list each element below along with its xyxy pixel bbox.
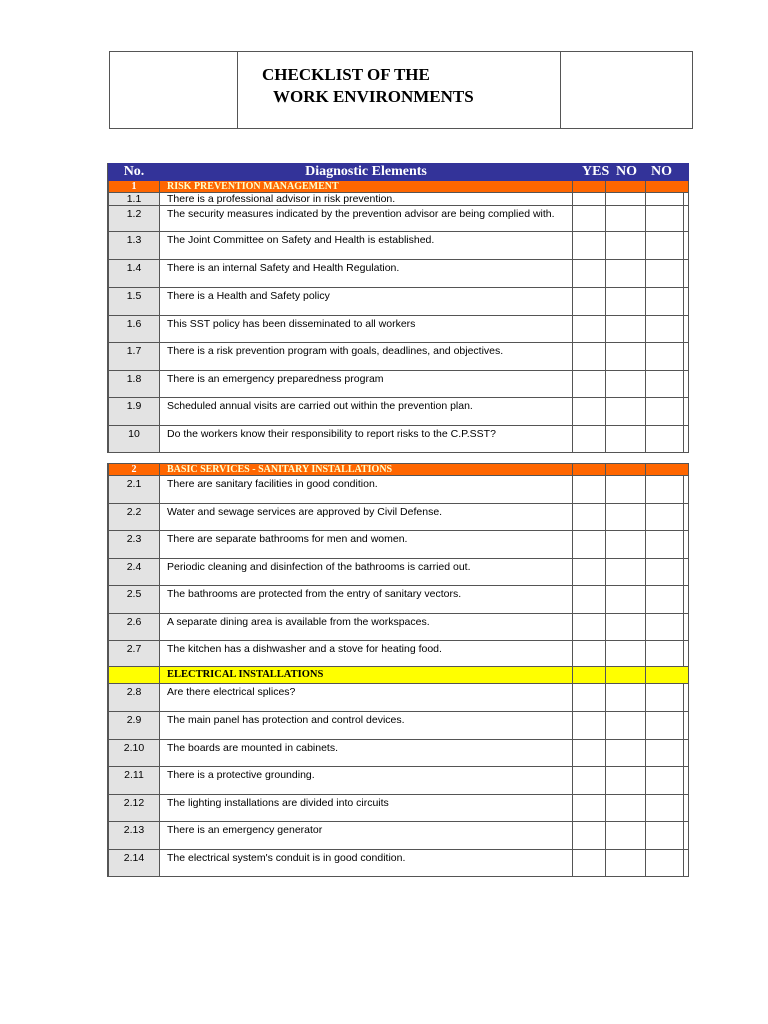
table-header-row (109, 164, 689, 181)
table-row (109, 260, 689, 288)
item-number: 1.1 (109, 193, 160, 206)
item-description: The bathrooms are protected from the entry of sanitary vectors. (160, 586, 573, 614)
header-yes: YES (573, 164, 606, 181)
header-not-applicable: NO (646, 164, 689, 181)
table-row (109, 398, 689, 426)
not-applicable-checkbox-cell[interactable] (646, 476, 689, 504)
item-description: A separate dining area is available from the workspaces. (160, 614, 573, 641)
title-box-right-cell (561, 52, 692, 128)
no-checkbox-cell[interactable] (606, 206, 646, 232)
page-title-line1: CHECKLIST OF THE (262, 65, 430, 84)
item-number: 2.12 (109, 795, 160, 822)
not-applicable-checkbox-cell[interactable] (646, 288, 689, 316)
header-no-answer: NO (606, 164, 646, 181)
not-applicable-checkbox-cell[interactable] (646, 641, 689, 667)
not-applicable-checkbox-cell[interactable] (646, 559, 689, 586)
item-description: The boards are mounted in cabinets. (160, 740, 573, 767)
not-applicable-checkbox-cell[interactable] (646, 614, 689, 641)
no-checkbox-cell[interactable] (606, 343, 646, 371)
not-applicable-checkbox-cell[interactable] (646, 232, 689, 260)
no-checkbox-cell[interactable] (606, 316, 646, 343)
yes-checkbox-cell[interactable] (573, 371, 606, 398)
section-header-row (109, 667, 689, 684)
not-applicable-checkbox-cell[interactable] (646, 398, 689, 426)
table-row (109, 371, 689, 398)
table-row (109, 740, 689, 767)
item-number: 1.4 (109, 260, 160, 288)
no-checkbox-cell[interactable] (606, 795, 646, 822)
item-description: There are separate bathrooms for men and women. (160, 531, 573, 559)
table-row (109, 288, 689, 316)
header-no: No. (109, 164, 160, 181)
table-row (109, 531, 689, 559)
item-description: There is a protective grounding. (160, 767, 573, 795)
header-diagnostic-elements: Diagnostic Elements (160, 164, 573, 181)
not-applicable-checkbox-cell[interactable] (646, 531, 689, 559)
not-applicable-checkbox-cell[interactable] (646, 684, 689, 712)
checklist-table-section-1 (107, 163, 684, 453)
table-row (109, 476, 689, 504)
section-cell (573, 464, 606, 476)
not-applicable-checkbox-cell[interactable] (646, 426, 689, 453)
table-row (109, 822, 689, 850)
table-row (109, 712, 689, 740)
section-cell (646, 181, 689, 193)
yes-checkbox-cell[interactable] (573, 260, 606, 288)
table-row (109, 767, 689, 795)
item-number: 2.1 (109, 476, 160, 504)
table-row (109, 586, 689, 614)
section-header-row (109, 464, 689, 476)
yes-checkbox-cell[interactable] (573, 232, 606, 260)
no-checkbox-cell[interactable] (606, 476, 646, 504)
not-applicable-checkbox-cell[interactable] (646, 795, 689, 822)
item-number: 2.7 (109, 641, 160, 667)
not-applicable-checkbox-cell[interactable] (646, 767, 689, 795)
yes-checkbox-cell[interactable] (573, 614, 606, 641)
yes-checkbox-cell[interactable] (573, 288, 606, 316)
yes-checkbox-cell[interactable] (573, 641, 606, 667)
no-checkbox-cell[interactable] (606, 504, 646, 531)
item-number: 1.9 (109, 398, 160, 426)
table-row (109, 504, 689, 531)
item-description: The security measures indicated by the prevention advisor are being complied with. (160, 206, 573, 232)
no-checkbox-cell[interactable] (606, 822, 646, 850)
item-description: Water and sewage services are approved by Civil Defense. (160, 504, 573, 531)
yes-checkbox-cell[interactable] (573, 504, 606, 531)
section-number: 2 (109, 464, 160, 476)
yes-checkbox-cell[interactable] (573, 426, 606, 453)
section-label: ELECTRICAL INSTALLATIONS (160, 667, 573, 684)
item-number: 2.9 (109, 712, 160, 740)
section-cell (573, 667, 606, 684)
item-number: 1.7 (109, 343, 160, 371)
no-checkbox-cell[interactable] (606, 614, 646, 641)
item-description: Do the workers know their responsibility to report risks to the C.P.SST? (160, 426, 573, 453)
page-title-line2: WORK ENVIRONMENTS (273, 87, 474, 106)
item-description: The main panel has protection and control devices. (160, 712, 573, 740)
item-description: There is an emergency preparedness program (160, 371, 573, 398)
item-description: The kitchen has a dishwasher and a stove for heating food. (160, 641, 573, 667)
section-number: 1 (109, 181, 160, 193)
checklist-table-section-2 (107, 463, 684, 877)
yes-checkbox-cell[interactable] (573, 531, 606, 559)
item-number: 1.5 (109, 288, 160, 316)
yes-checkbox-cell[interactable] (573, 343, 606, 371)
title-box-center-cell (238, 52, 561, 128)
no-checkbox-cell[interactable] (606, 288, 646, 316)
item-description: There is a risk prevention program with goals, deadlines, and objectives. (160, 343, 573, 371)
table-row (109, 193, 689, 206)
section-label: BASIC SERVICES - SANITARY INSTALLATIONS (160, 464, 573, 476)
table-row (109, 850, 689, 877)
table-row (109, 316, 689, 343)
yes-checkbox-cell[interactable] (573, 767, 606, 795)
no-checkbox-cell[interactable] (606, 371, 646, 398)
table-row (109, 343, 689, 371)
section-cell (606, 464, 646, 476)
yes-checkbox-cell[interactable] (573, 822, 606, 850)
yes-checkbox-cell[interactable] (573, 193, 606, 206)
yes-checkbox-cell[interactable] (573, 712, 606, 740)
item-number: 1.6 (109, 316, 160, 343)
no-checkbox-cell[interactable] (606, 426, 646, 453)
not-applicable-checkbox-cell[interactable] (646, 850, 689, 877)
not-applicable-checkbox-cell[interactable] (646, 206, 689, 232)
yes-checkbox-cell[interactable] (573, 559, 606, 586)
yes-checkbox-cell[interactable] (573, 850, 606, 877)
section-cell (573, 181, 606, 193)
no-checkbox-cell[interactable] (606, 641, 646, 667)
table-row (109, 641, 689, 667)
item-number: 2.11 (109, 767, 160, 795)
yes-checkbox-cell[interactable] (573, 476, 606, 504)
table-row (109, 206, 689, 232)
item-number: 2.10 (109, 740, 160, 767)
not-applicable-checkbox-cell[interactable] (646, 371, 689, 398)
not-applicable-checkbox-cell[interactable] (646, 504, 689, 531)
yes-checkbox-cell[interactable] (573, 795, 606, 822)
item-number: 1.8 (109, 371, 160, 398)
table-row (109, 684, 689, 712)
item-description: There is a Health and Safety policy (160, 288, 573, 316)
no-checkbox-cell[interactable] (606, 767, 646, 795)
item-number: 10 (109, 426, 160, 453)
item-number: 2.14 (109, 850, 160, 877)
not-applicable-checkbox-cell[interactable] (646, 822, 689, 850)
yes-checkbox-cell[interactable] (573, 740, 606, 767)
section-cell (646, 464, 689, 476)
item-description: The electrical system's conduit is in good condition. (160, 850, 573, 877)
title-box-left-cell (110, 52, 238, 128)
section-label: RISK PREVENTION MANAGEMENT (160, 181, 573, 193)
no-checkbox-cell[interactable] (606, 531, 646, 559)
section-cell (646, 667, 689, 684)
no-checkbox-cell[interactable] (606, 232, 646, 260)
not-applicable-checkbox-cell[interactable] (646, 316, 689, 343)
section-header-row (109, 181, 689, 193)
no-checkbox-cell[interactable] (606, 684, 646, 712)
not-applicable-checkbox-cell[interactable] (646, 260, 689, 288)
no-checkbox-cell[interactable] (606, 260, 646, 288)
section-cell (606, 181, 646, 193)
item-number: 1.3 (109, 232, 160, 260)
no-checkbox-cell[interactable] (606, 586, 646, 614)
table-row (109, 795, 689, 822)
table-row (109, 559, 689, 586)
item-number: 2.4 (109, 559, 160, 586)
not-applicable-checkbox-cell[interactable] (646, 586, 689, 614)
not-applicable-checkbox-cell[interactable] (646, 343, 689, 371)
item-number: 2.5 (109, 586, 160, 614)
yes-checkbox-cell[interactable] (573, 206, 606, 232)
not-applicable-checkbox-cell[interactable] (646, 193, 689, 206)
item-number: 2.2 (109, 504, 160, 531)
item-description: The Joint Committee on Safety and Health is established. (160, 232, 573, 260)
item-number: 1.2 (109, 206, 160, 232)
no-checkbox-cell[interactable] (606, 559, 646, 586)
item-number: 2.3 (109, 531, 160, 559)
table-row (109, 232, 689, 260)
yes-checkbox-cell[interactable] (573, 684, 606, 712)
table-row (109, 426, 689, 453)
item-number: 2.6 (109, 614, 160, 641)
item-description: This SST policy has been disseminated to all workers (160, 316, 573, 343)
title-box (109, 51, 693, 129)
section-cell (606, 667, 646, 684)
item-description: There is an internal Safety and Health Regulation. (160, 260, 573, 288)
table-row (109, 614, 689, 641)
not-applicable-checkbox-cell[interactable] (646, 740, 689, 767)
item-description: Are there electrical splices? (160, 684, 573, 712)
no-checkbox-cell[interactable] (606, 850, 646, 877)
not-applicable-checkbox-cell[interactable] (646, 712, 689, 740)
yes-checkbox-cell[interactable] (573, 398, 606, 426)
item-number: 2.8 (109, 684, 160, 712)
item-description: Scheduled annual visits are carried out within the prevention plan. (160, 398, 573, 426)
no-checkbox-cell[interactable] (606, 712, 646, 740)
item-description: Periodic cleaning and disinfection of the bathrooms is carried out. (160, 559, 573, 586)
yes-checkbox-cell[interactable] (573, 586, 606, 614)
yes-checkbox-cell[interactable] (573, 316, 606, 343)
item-description: The lighting installations are divided into circuits (160, 795, 573, 822)
item-description: There is a professional advisor in risk prevention. (160, 193, 573, 206)
no-checkbox-cell[interactable] (606, 740, 646, 767)
item-description: There are sanitary facilities in good condition. (160, 476, 573, 504)
item-number: 2.13 (109, 822, 160, 850)
no-checkbox-cell[interactable] (606, 398, 646, 426)
no-checkbox-cell[interactable] (606, 193, 646, 206)
section-cell (109, 667, 160, 684)
item-description: There is an emergency generator (160, 822, 573, 850)
